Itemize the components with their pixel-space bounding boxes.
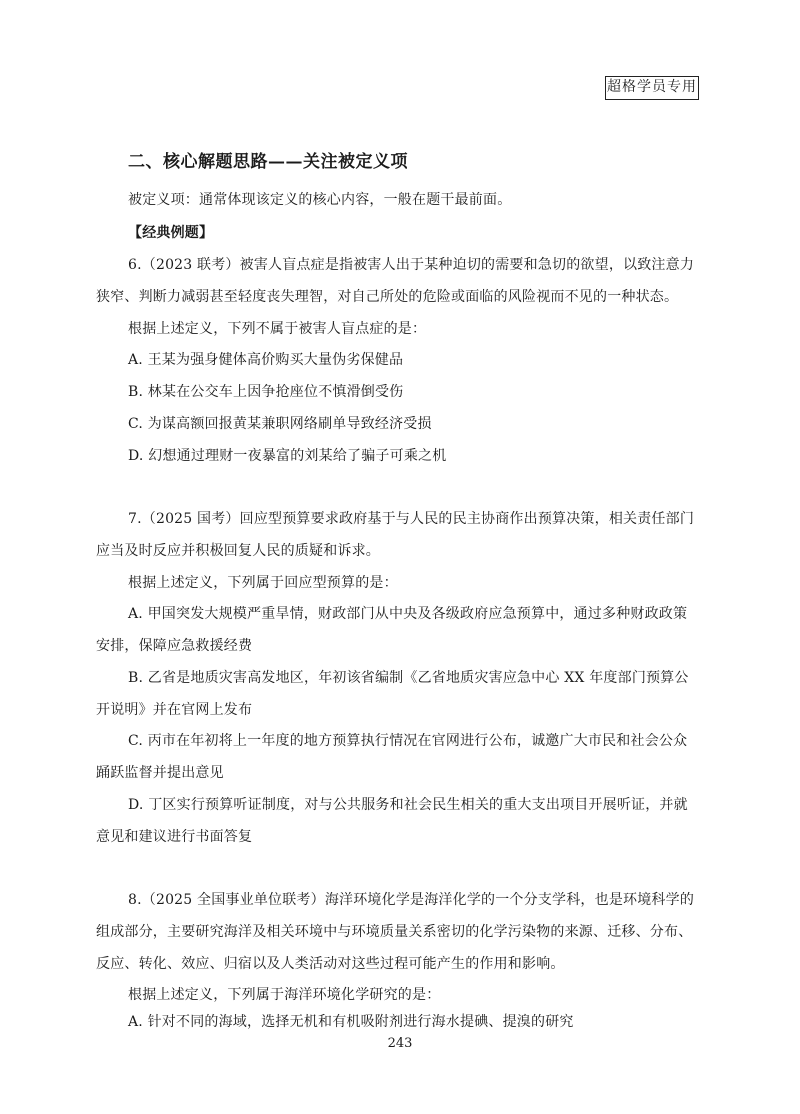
definition-note: 被定义项：通常体现该定义的核心内容，一般在题干最前面。 [128,192,512,208]
page-number: 243 [387,1036,413,1051]
question-7-option-a-line-2: 安排，保障应急救援经费 [96,638,253,654]
question-8-text-line-1: 8.（2025 全国事业单位联考）海洋环境化学是海洋化学的一个分支学科，也是环境科学的 [128,892,695,908]
question-7-option-d-line-2: 意见和建议进行书面答复 [96,829,253,845]
question-7-text-line-2: 应当及时反应并积极回复人民的质疑和诉求。 [96,543,380,559]
question-7-text-line-1: 7.（2025 国考）回应型预算要求政府基于与人民的民主协商作出预算决策，相关责任部门 [128,511,695,527]
section-title: 二、核心解题思路——关注被定义项 [128,152,408,172]
question-8-option-a: A. 针对不同的海域，选择无机和有机吸附剂进行海水提碘、提溴的研究 [128,1014,574,1030]
question-7-option-d-line-1: D. 丁区实行预算听证制度，对与公共服务和社会民生相关的重大支出项目开展听证，并就 [128,797,688,813]
question-7-prompt: 根据上述定义，下列属于回应型预算的是： [128,575,398,591]
question-8-text-line-2: 组成部分，主要研究海洋及相关环境中与环境质量关系密切的化学污染物的来源、迁移、分布、 [96,924,693,940]
question-6-prompt: 根据上述定义，下列不属于被害人盲点症的是： [128,321,427,337]
question-6-option-a: A. 王某为强身健体高价购买大量伪劣保健品 [128,352,404,368]
question-8-text-line-3: 反应、转化、效应、归宿以及人类活动对这些过程可能产生的作用和影响。 [96,956,565,972]
question-7-option-a-line-1: A. 甲国突发大规模严重旱情，财政部门从中央及各级政府应急预算中，通过多种财政政策 [128,606,688,622]
question-7-option-b-line-1: B. 乙省是地质灾害高发地区，年初该省编制《乙省地质灾害应急中心 XX 年度部门预算公 [128,670,689,686]
question-7-option-c-line-2: 踊跃监督并提出意见 [96,765,224,781]
question-6-text-line-1: 6.（2023 联考）被害人盲点症是指被害人出于某种迫切的需要和急切的欲望，以致注意力 [128,257,695,273]
question-6-option-c: C. 为谋高额回报黄某兼职网络刷单导致经济受损 [128,416,432,432]
student-only-badge: 超格学员专用 [605,76,699,100]
question-6-text-line-2: 狭窄、判断力减弱甚至轻度丧失理智，对自己所处的危险或面临的风险视而不见的一种状态。 [96,289,679,305]
question-6-option-d: D. 幻想通过理财一夜暴富的刘某给了骗子可乘之机 [128,448,447,464]
question-6-option-b: B. 林某在公交车上因争抢座位不慎滑倒受伤 [128,384,404,400]
question-7-option-b-line-2: 开说明》并在官网上发布 [96,702,253,718]
examples-label: 【经典例题】 [128,225,214,241]
question-7-option-c-line-1: C. 丙市在年初将上一年度的地方预算执行情况在官网进行公布，诚邀广大市民和社会公众 [128,733,688,749]
question-8-prompt: 根据上述定义，下列属于海洋环境化学研究的是： [128,987,441,1003]
